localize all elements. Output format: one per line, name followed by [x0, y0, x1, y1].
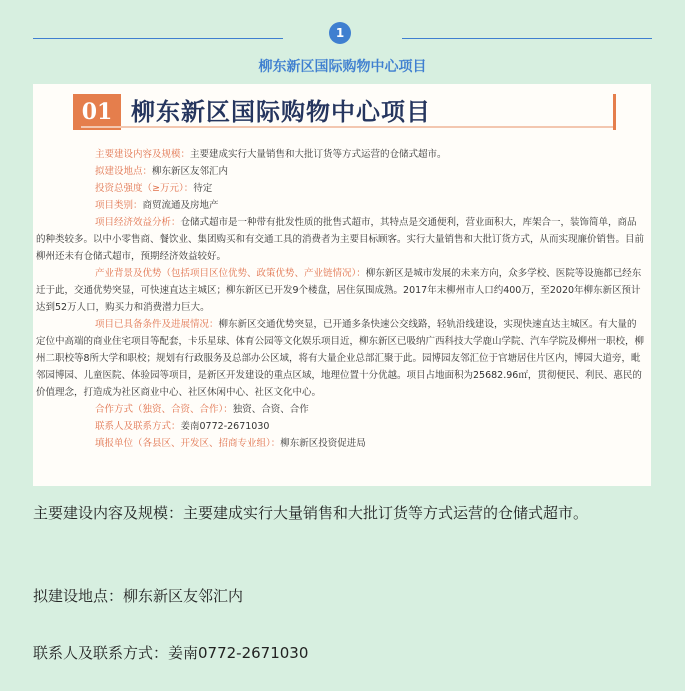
field-label: 联系人及联系方式： — [95, 421, 181, 432]
card-header — [73, 94, 616, 130]
card-title: 柳东新区国际购物中心项目 — [131, 97, 431, 126]
field-value: 柳东新区友邻汇内 — [152, 166, 229, 177]
project-card-image — [33, 84, 651, 486]
field-value: 待定 — [193, 183, 213, 194]
card-body — [36, 146, 645, 452]
field-label: 项目已具备条件及进展情况： — [95, 319, 219, 330]
field-value: 柳东新区交通优势突显，已开通多条快速公交线路，轻轨沿线建设，实现快速直达主城区。有大量的定位中高端的商业住宅项目等配套，卡乐星球、体育公园等文化娱乐项目近，柳东新区已吸纳广西科技大学鹿山学院、汽车学院及柳州一职校，柳州二职校等8所大学和职校；规划有行政服务及总部办公区域，将有大量企业总部汇聚于此。园博园友邻汇位于官塘居住片区内，博园大道旁，毗邻园博园、儿童医院、体验园等项目，是新区开发建设的重点区域，地理位置十分优越。项目占地面积为25682.96㎡，贯彻便民、利民、惠民的价值理念，打造成为社区商业中心、社区休闲中心、社区文化中心。 — [36, 319, 645, 398]
field-label: 项目经济效益分析： — [95, 217, 181, 228]
divider-right — [402, 38, 652, 39]
card-number: 01 — [73, 94, 121, 130]
summary-location: 拟建设地点：柳东新区友邻汇内 — [33, 587, 244, 605]
field-label: 投资总强度（≥万元）： — [95, 183, 194, 194]
field-cooperation — [71, 401, 643, 418]
section-title: 柳东新区国际购物中心项目 — [258, 59, 427, 75]
field-value: 姜南0772-2671030 — [180, 421, 270, 432]
field-label: 填报单位（各县区、开发区、招商专业组）： — [95, 438, 281, 449]
summary-contact: 联系人及联系方式：姜南0772-2671030 — [33, 644, 309, 662]
field-label: 产业背景及优势（包括项目区位优势、政策优势、产业链情况）： — [95, 268, 366, 279]
field-value: 柳东新区投资促进局 — [280, 438, 366, 449]
field-category — [71, 197, 643, 214]
field-label: 合作方式（独资、合资、合作）： — [95, 404, 233, 415]
divider-left — [33, 38, 283, 39]
field-reporting-unit — [71, 435, 643, 452]
field-label: 拟建设地点： — [95, 166, 153, 177]
field-scale — [71, 146, 643, 163]
field-industry-background — [36, 265, 646, 316]
field-label: 项目类别： — [95, 200, 143, 211]
field-value: 主要建成实行大量销售和大批订货等方式运营的仓储式超市。 — [190, 149, 447, 160]
field-value: 仓储式超市是一种带有批发性质的批售式超市，其特点是交通便利，营业面积大，库架合一，装饰简单，商品的种类较多。以中小零售商、餐饮业、集团购买和有交通工具的消费者为主要目标顾客。实行大量销售和大批订货方式，从而实现廉价销售。目前柳州还未有仓储式超市，预期经济效益较好。 — [36, 217, 645, 262]
section-number-badge: 1 — [329, 22, 351, 44]
field-contact — [71, 418, 643, 435]
field-economic-analysis — [36, 214, 646, 265]
field-investment — [71, 180, 643, 197]
summary-scale: 主要建设内容及规模：主要建成实行大量销售和大批订货等方式运营的仓储式超市。 — [33, 504, 589, 522]
card-title-underline — [81, 126, 613, 128]
field-value: 商贸流通及房地产 — [142, 200, 219, 211]
field-progress — [36, 316, 646, 401]
field-location — [71, 163, 643, 180]
field-value: 独资、合资、合作 — [232, 404, 309, 415]
field-value: 柳东新区是城市发展的未来方向，众多学校、医院等设施都已经东迁于此，交通优势突显，可快速直达主城区；柳东新区已开发9个楼盘，居住氛围成熟。2017年末柳州市人口约400万，至2020年柳东新区预计达到52万人口，购买力和消费潜力巨大。 — [36, 268, 642, 313]
field-label: 主要建设内容及规模： — [95, 149, 191, 160]
